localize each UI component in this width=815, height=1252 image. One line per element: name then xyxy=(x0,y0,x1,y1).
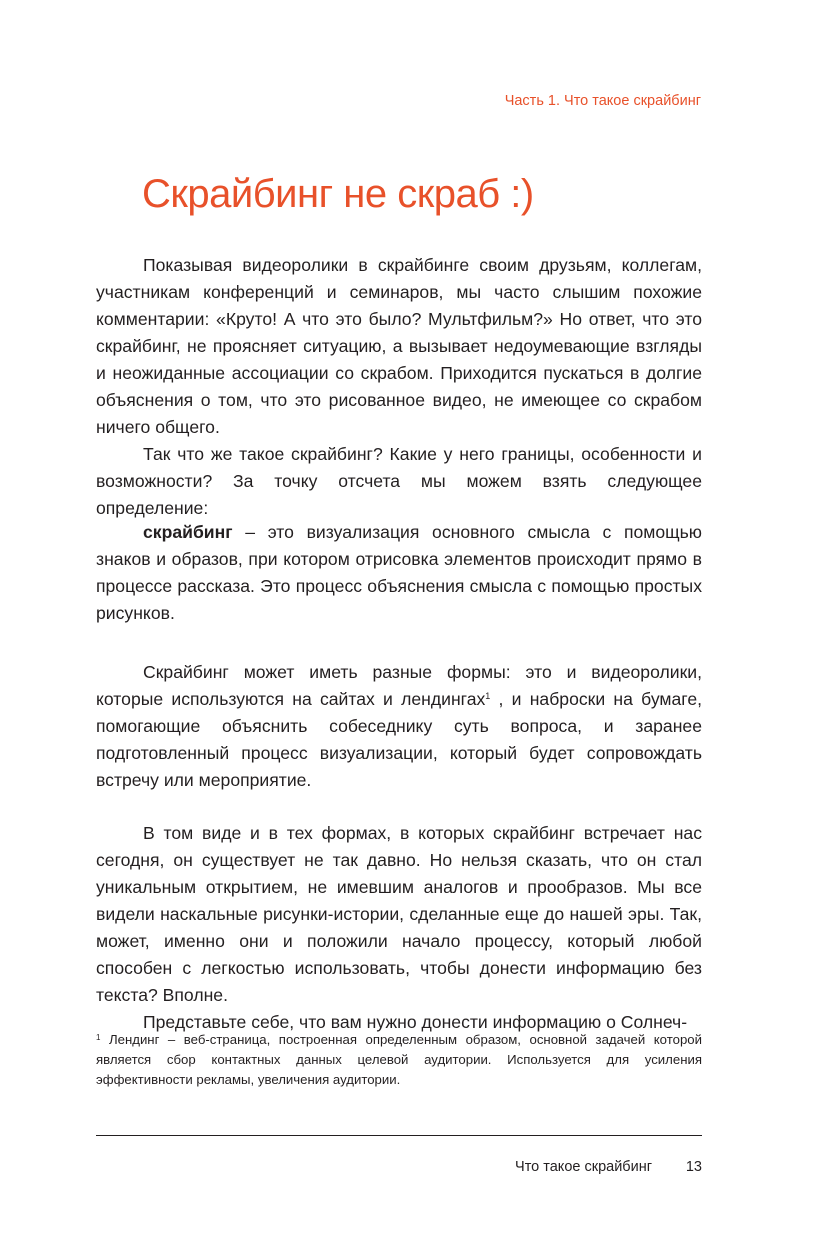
definition-term: скрайбинг xyxy=(143,522,233,542)
footnote-reference[interactable]: 1 xyxy=(485,691,491,701)
paragraph: Представьте себе, что вам нужно донести информацию о Солнеч- xyxy=(143,1012,688,1032)
footer-divider xyxy=(96,1135,702,1136)
footer-title: Что такое скрайбинг xyxy=(515,1159,652,1175)
paragraph xyxy=(96,659,702,794)
definition-paragraph xyxy=(96,519,702,627)
footnote xyxy=(96,1030,702,1090)
paragraph-text: , и наброски на бумаге, помогающие объяснить собеседнику суть вопроса, и заранее подготовленный процесс визуализации, который будет сопровождать встречу или мероприятие. xyxy=(96,689,702,790)
footnote-text: Лендинг – веб-страница, построенная определенным образом, основной задачей которой является сбор контактных данных целевой аудитории. Используется для усиления эффективности рекламы, увеличения аудитории. xyxy=(96,1032,702,1087)
paragraph-text: Скрайбинг может иметь разные формы: это и видеоролики, которые используются на сайтах и лендингах xyxy=(96,662,702,709)
definition-block xyxy=(96,519,702,627)
paragraph: Показывая видеоролики в скрайбинге своим друзьям, коллегам, участникам конференций и семинаров, мы часто слышим похожие комментарии: «Круто! А что это было? Мультфильм?» Но ответ, что это скрайбинг, не проясняет ситуацию, а вызывает недоумевающие взгляды и неожиданные ассоциации со скрабом. Приходится пускаться в долгие объяснения о том, что это рисованное видео, не имеющее со скрабом ничего общего. xyxy=(96,255,702,437)
definition-text: – это визуализация основного смысла с помощью знаков и образов, при котором отрисовка элементов происходит прямо в процессе рассказа. Это процесс объяснения смысла с помощью простых рисунков. xyxy=(96,522,702,623)
intro-section xyxy=(96,252,702,522)
paragraph: В том виде и в тех формах, в которых скрайбинг встречает нас сегодня, он существует не так давно. Но нельзя сказать, что он стал уникальным открытием, не имевшим аналогов и прообразов. Мы все видели наскальные рисунки-истории, сделанные еще до нашей эры. Так, может, именно они и положили начало процессу, который любой способен с легкостью использовать, чтобы донести информацию без текста? Вполне. xyxy=(96,823,702,1005)
chapter-title: Скрайбинг не скраб :) xyxy=(142,172,534,216)
paragraph: Так что же такое скрайбинг? Какие у него границы, особенности и возможности? За точку отсчета мы можем взять следующее определение: xyxy=(96,444,702,518)
footnote-mark: 1 xyxy=(96,1033,101,1042)
page-number: 13 xyxy=(685,1159,702,1175)
forms-section xyxy=(96,659,702,794)
history-section xyxy=(96,820,702,1036)
running-head: Часть 1. Что такое скрайбинг xyxy=(504,93,701,109)
